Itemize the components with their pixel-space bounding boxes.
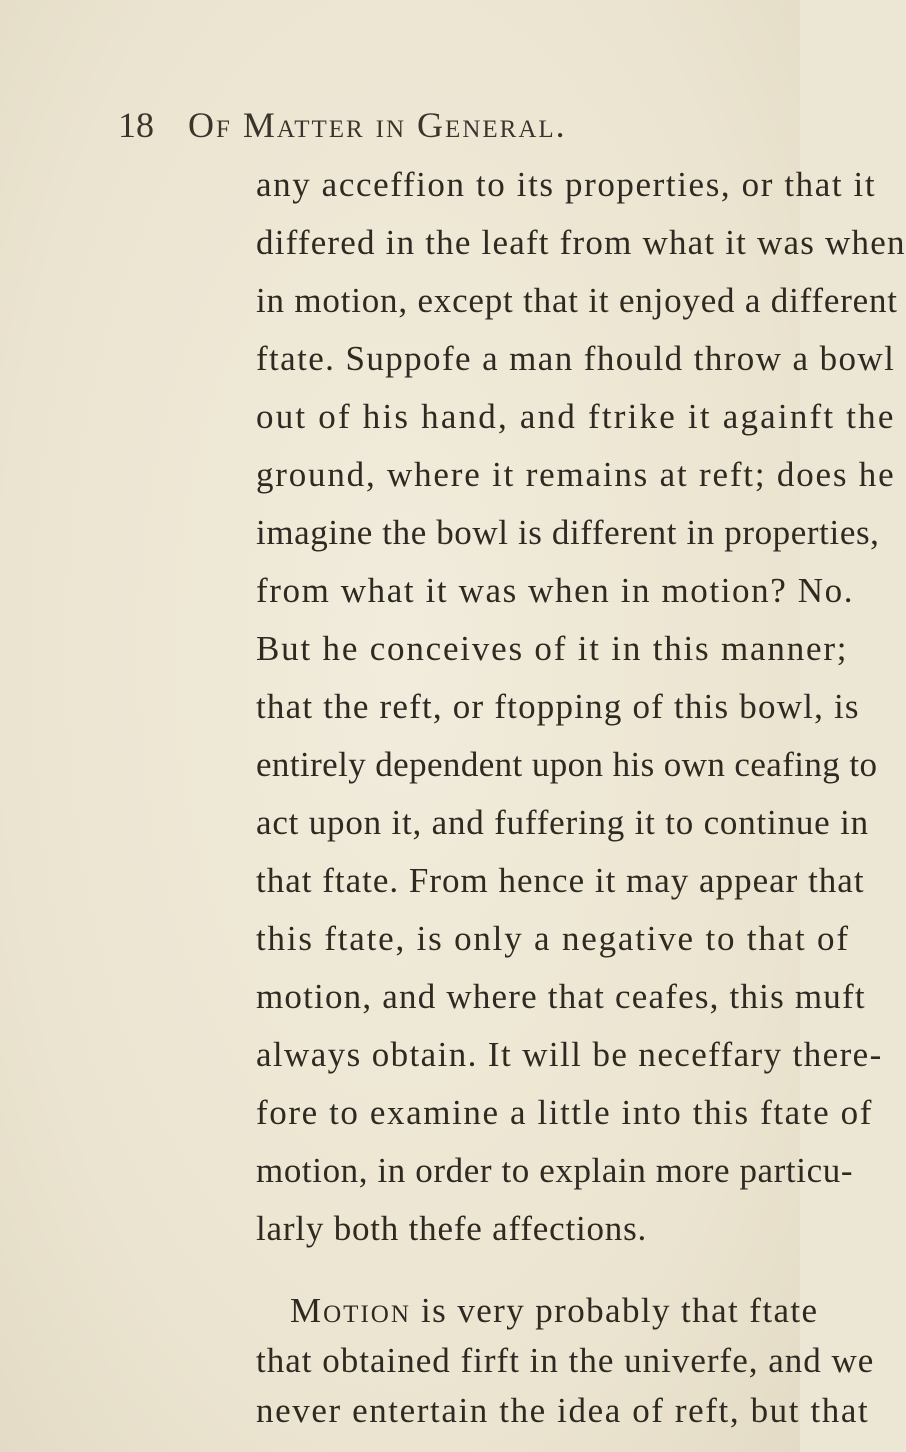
text-line: always obtain. It will be neceffary there- [256, 1035, 883, 1074]
paragraph-first-line [290, 1290, 818, 1332]
text-line: never entertain the idea of reft, but that [256, 1391, 870, 1430]
text-line: differed in the leaft from what it was when [256, 223, 906, 262]
text-line: ftate. Suppofe a man fhould throw a bowl [256, 339, 896, 378]
text-line: imagine the bowl is different in properties, [256, 513, 880, 552]
page-number: 18 [118, 105, 154, 145]
text-line: But he conceives of it in this manner; [256, 629, 849, 668]
paragraph-lead-word: Motion [290, 1291, 411, 1330]
text-line: entirely dependent upon his own ceafing to [256, 745, 878, 784]
text-line: motion, in order to explain more particu- [256, 1151, 854, 1190]
running-title: Of Matter in General. [188, 105, 567, 145]
text-line: larly both thefe affections. [256, 1209, 648, 1248]
text-line: that ftate. From hence it may appear that [256, 861, 865, 900]
text-line: act upon it, and fuffering it to continue in [256, 803, 869, 842]
text-line: any acceffion to its properties, or that it [256, 165, 877, 204]
text-line: that obtained firft in the univerfe, and we [256, 1341, 875, 1380]
text-line: that the reft, or ftopping of this bowl, is [256, 687, 860, 726]
text-line: in motion, except that it enjoyed a different [256, 281, 898, 320]
running-head [118, 104, 778, 154]
text-line: this ftate, is only a negative to that of [256, 919, 850, 958]
paragraph-first-line-rest: is very probably that ftate [421, 1291, 819, 1330]
text-line: fore to examine a little into this ftate of [256, 1093, 873, 1132]
text-line: from what it was when in motion? No. [256, 571, 855, 610]
text-line: out of his hand, and ftrike it againft the [256, 397, 896, 436]
text-line: ground, where it remains at reft; does he [256, 455, 896, 494]
text-line: motion, and where that ceafes, this muft [256, 977, 866, 1016]
